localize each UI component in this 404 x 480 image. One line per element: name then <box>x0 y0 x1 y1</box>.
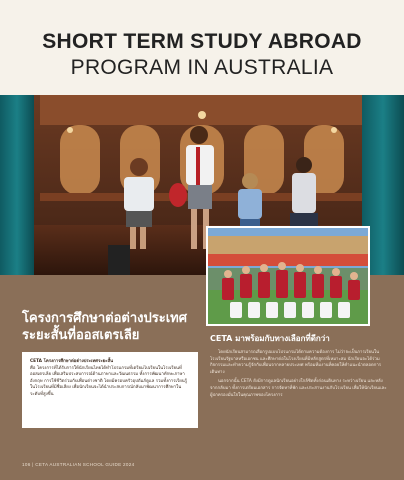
heading-line-1: โครงการศึกษาต่อต่างประเทศ <box>22 311 187 326</box>
heading-line-2: ระยะสั้นที่ออสเตรเลีย <box>22 328 140 343</box>
highlight-box-text: คือ โครงการที่ได้รับการให้นักเรียนไทยได้ทำโปรแกรมที่เตรียมไปเรียนในโรงเรียนที่ออสเตรเลีย เพื่อเสริมประสบการณ์ด้านภาษาและวัฒนธรรม ทั้งการพัฒนาทักษะภาษาอังกฤษ การใช้ชีวิตร่วมกับเพื่อนต่างชาติ โดยมีครอบครัวอุปถัมภ์ดูแล รวมทั้งการเรียนรู้ในโรงเรียนที่มีชื่อเสียง เพื่อนักเรียนจะได้นำประสบการณ์กลับมาพัฒนาการศึกษาในระดับที่สูงขึ้น <box>30 365 188 397</box>
section-heading-right: CETA มาพร้อมกับทางเลือกที่ดีกว่า <box>210 334 330 343</box>
body-paragraph-2: นอกจากนั้น CETA ยังมีการดูแลนักเรียนอย่างใกล้ชิดทั้งก่อนเดินทาง ระหว่างเรียน และหลังจากกลับมา ทั้งการเตรียมเอกสาร การจัดหาที่พัก และประสานงานกับโรงเรียน เพื่อให้นักเรียนและผู้ปกครองมั่นใจในคุณภาพของโครงการ <box>210 379 387 398</box>
section-body-right <box>210 350 388 402</box>
title-line-1: SHORT TERM STUDY ABROAD <box>42 30 362 53</box>
page-footer: 106 | CETA AUSTRALIAN SCHOOL GUIDE 2024 <box>22 462 135 467</box>
students-group-photo <box>206 226 370 326</box>
body-paragraph-1: โดยนักเรียนสามารถเลือกรูปแบบโปรแกรมได้ตามความต้องการ ไม่ว่าจะเป็นการเรียนในโรงเรียนรัฐบาลหรือเอกชน และศึกษาต่อในโรงเรียนที่มีหลักสูตรที่เหมาะสม นักเรียนจะได้ร่วมกิจกรรมและทำความรู้จักกับเพื่อนจากหลายประเทศ พร้อมทีมงานที่คอยให้คำแนะนำตลอดการเดินทาง <box>210 350 382 375</box>
section-heading-left <box>22 310 202 344</box>
title-line-2: PROGRAM IN AUSTRALIA <box>70 56 334 79</box>
highlight-box <box>22 352 198 428</box>
highlight-box-title: CETA โครงการศึกษาต่อต่างประเทศระยะสั้น <box>30 359 114 364</box>
page-header <box>0 0 404 95</box>
